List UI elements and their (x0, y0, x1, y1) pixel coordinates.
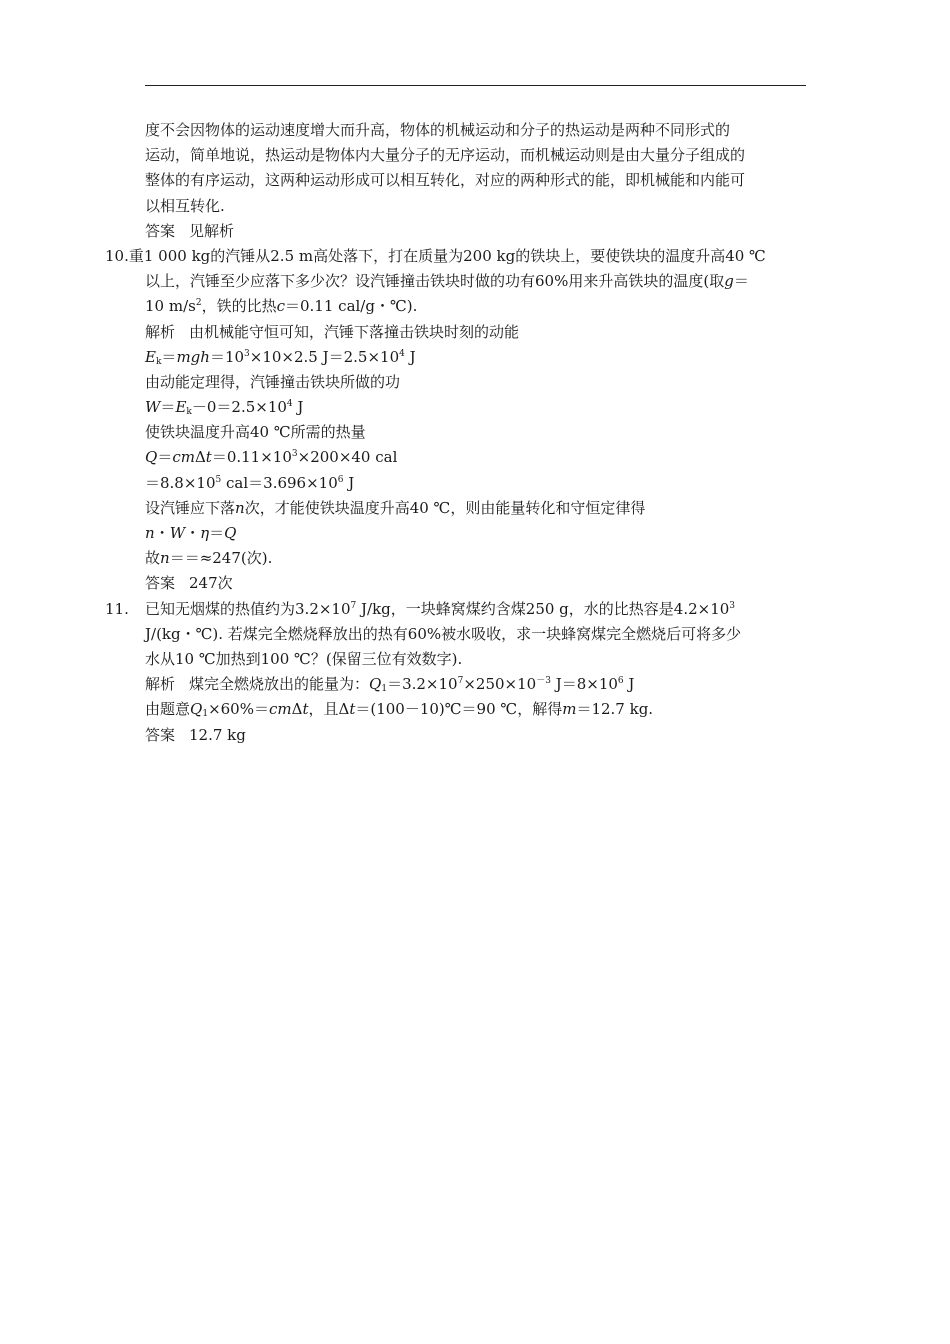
question-text: ＝0.11 cal/g・℃). (285, 297, 418, 316)
var-n: n (145, 524, 155, 542)
q11-line-2 (105, 622, 810, 647)
var-eta: η (200, 524, 210, 542)
var-g: g (724, 272, 734, 291)
superscript: 2 (195, 298, 202, 309)
q10-line-3 (105, 294, 810, 319)
analysis-text: J (404, 347, 416, 366)
analysis-label: 解析 (145, 675, 176, 694)
intro-text: 度不会因物体的运动速度增大而升高，物体的机械运动和分子的热运动是两种不同形式的 (145, 121, 731, 139)
superscript: 3 (244, 348, 250, 359)
var-t: t (302, 700, 309, 719)
analysis-text: ＝＝≈247(次). (169, 549, 273, 568)
answer-value: 12.7 kg (189, 725, 246, 744)
var-n: n (235, 498, 245, 517)
analysis-text: 次，才能使铁块温度升高40 ℃，则由能量转化和守恒定律得 (244, 498, 646, 517)
var-E: E (175, 398, 187, 417)
superscript: 7 (350, 600, 357, 611)
intro-line-3 (105, 168, 810, 193)
answer-label: 答案 (145, 725, 176, 744)
intro-line-4 (105, 194, 810, 219)
intro-text: 整体的有序运动，这两种运动形成可以相互转化，对应的两种形式的能，即机械能和内能可 (145, 171, 746, 190)
intro-line-1 (105, 118, 810, 143)
question-text: 已知无烟煤的热值约为3.2×10 (145, 599, 351, 618)
document-page (105, 118, 810, 748)
analysis-text: ＝0.11×10 (211, 448, 292, 467)
question-number: 10. (105, 246, 129, 265)
dot-operator: ・ (185, 524, 201, 542)
intro-line-2 (105, 143, 810, 168)
answer-value: 247次 (189, 574, 233, 593)
analysis-text: ，且Δ (308, 700, 350, 719)
q10-analysis-1 (105, 320, 810, 345)
q10-analysis-8 (105, 496, 810, 521)
q11-analysis-2 (105, 697, 810, 722)
delta-symbol: Δ (194, 448, 206, 467)
subscript: 1 (381, 684, 388, 695)
analysis-label: 解析 (145, 322, 176, 341)
analysis-text: ＝12.7 kg. (576, 700, 654, 719)
superscript: 4 (399, 348, 405, 359)
analysis-text: J (343, 473, 355, 492)
equals-sign: ＝ (209, 524, 225, 542)
superscript: 4 (286, 399, 293, 410)
var-cm: cm (268, 700, 292, 719)
q10-analysis-9 (105, 521, 810, 546)
analysis-text: 使铁块温度升高40 ℃所需的热量 (145, 423, 366, 442)
analysis-text: ＝8.8×10 (145, 473, 216, 492)
analysis-text: J (292, 398, 304, 417)
var-n: n (160, 549, 170, 568)
var-mgh: mgh (176, 347, 210, 366)
var-c: c (276, 297, 285, 316)
var-m: m (562, 700, 577, 719)
q10-analysis-10 (105, 546, 810, 571)
delta-symbol: Δ (291, 700, 303, 719)
analysis-text: 设汽锤应下落 (145, 498, 236, 517)
superscript: 6 (617, 676, 624, 687)
var-W: W (169, 524, 186, 542)
superscript: 3 (291, 449, 298, 460)
question-text: 以上，汽锤至少应落下多少次？设汽锤撞击铁块时做的功有60%用来升高铁块的温度(取 (145, 272, 725, 291)
equals-sign: ＝ (161, 347, 177, 366)
header-rule (145, 85, 806, 86)
q11-line-1 (105, 597, 810, 622)
superscript: －3 (536, 676, 551, 687)
question-text: ，铁的比热 (201, 297, 277, 316)
q10-analysis-4 (105, 395, 810, 420)
q11-answer (105, 723, 810, 748)
analysis-text: 故 (145, 549, 161, 568)
var-Q: Q (190, 700, 203, 719)
question-text: 重1 000 kg的汽锤从2.5 m高处落下，打在质量为200 kg的铁块上，要使铁块的温度升高40 ℃ (128, 246, 766, 265)
question-text: J/kg，一块蜂窝煤约含煤250 g，水的比热容是4.2×10 (356, 599, 730, 618)
q11-analysis-1 (105, 672, 810, 697)
var-t: t (349, 700, 356, 719)
var-t: t (205, 448, 212, 467)
superscript: 6 (337, 474, 344, 485)
intro-answer (105, 219, 810, 244)
analysis-text: ＝3.2×10 (387, 675, 458, 694)
question-number: 11. (105, 599, 129, 618)
question-text: 水从10 ℃加热到100 ℃？(保留三位有效数字). (145, 649, 463, 668)
equals-sign: ＝ (157, 448, 173, 467)
subscript: k (155, 356, 162, 367)
dot-operator: ・ (154, 524, 170, 542)
intro-text: 运动，简单地说，热运动是物体内大量分子的无序运动，而机械运动则是由大量分子组成的 (145, 146, 746, 165)
q10-analysis-2 (105, 345, 810, 370)
q10-analysis-7 (105, 471, 810, 496)
analysis-text: cal＝3.696×10 (221, 473, 338, 492)
q10-analysis-3 (105, 370, 810, 395)
var-cm: cm (172, 448, 195, 467)
analysis-text: ×250×10 (463, 675, 537, 694)
q10-line-1 (105, 244, 810, 269)
answer-value: 见解析 (189, 221, 235, 240)
analysis-text: 由题意 (145, 700, 191, 719)
analysis-text: 由机械能守恒可知，汽锤下落撞击铁块时刻的动能 (189, 322, 520, 341)
subscript: 1 (202, 709, 209, 720)
analysis-text: ×10×2.5 J＝2.5×10 (249, 347, 400, 366)
analysis-text: ×60%＝ (208, 700, 269, 719)
analysis-text: 煤完全燃烧放出的能量为： (189, 675, 370, 694)
analysis-text: ×200×40 cal (297, 448, 398, 467)
var-Q: Q (145, 448, 158, 467)
superscript: 5 (215, 474, 222, 485)
answer-label: 答案 (145, 221, 176, 240)
equals-sign: ＝ (733, 272, 749, 291)
superscript: 7 (457, 676, 464, 687)
var-Q: Q (224, 524, 237, 542)
equals-sign: ＝ (160, 398, 176, 417)
analysis-text: 由动能定理得，汽锤撞击铁块所做的功 (145, 372, 401, 391)
subscript: k (186, 407, 192, 418)
answer-label: 答案 (145, 574, 176, 593)
q10-analysis-6 (105, 445, 810, 470)
superscript: 3 (729, 600, 736, 611)
var-Q: Q (369, 675, 382, 694)
question-text: J/(kg・℃). 若煤完全燃烧释放出的热有60%被水吸收，求一块蜂窝煤完全燃烧后可将多少 (145, 624, 742, 643)
var-W: W (145, 398, 161, 417)
q10-answer (105, 571, 810, 596)
question-text: 10 m/s (145, 297, 196, 316)
q11-line-3 (105, 647, 810, 672)
analysis-text: J (623, 675, 635, 694)
intro-text: 以相互转化. (145, 196, 225, 215)
q10-line-2 (105, 269, 810, 294)
analysis-text: ＝(100－10)℃＝90 ℃，解得 (355, 700, 563, 719)
q10-analysis-5 (105, 420, 810, 445)
analysis-text: ＝10 (209, 347, 245, 366)
analysis-text: －0＝2.5×10 (191, 398, 287, 417)
var-E: E (145, 347, 156, 366)
analysis-text: J＝8×10 (550, 675, 618, 694)
